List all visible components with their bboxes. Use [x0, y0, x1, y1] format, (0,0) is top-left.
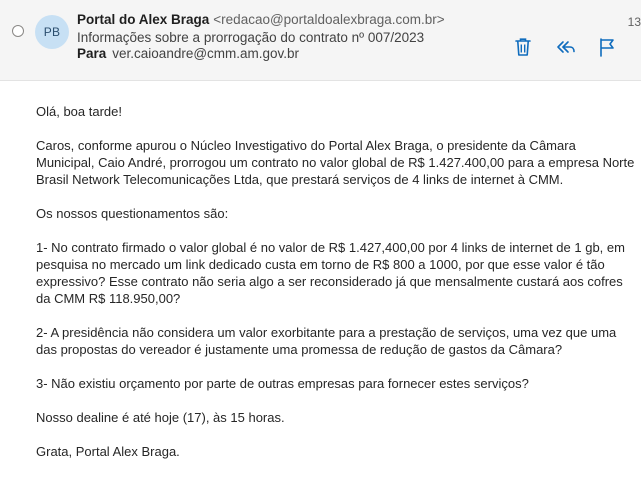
subject: Informações sobre a prorrogação do contrato nº 007/2023 [77, 30, 425, 45]
message-body [36, 103, 636, 477]
paragraph-intro: Caros, conforme apurou o Núcleo Investigativo do Portal Alex Braga, o presidente da Câmara Municipal, Caio André, prorrogou um contrato no valor global de R$ 1.427.400,00 para a empresa Norte Brasil Network Telecomunicações Ltda, que prestará serviços de 4 links de internet à CMM. [36, 138, 635, 187]
sender-line [77, 12, 445, 27]
greeting: Olá, boa tarde! [36, 104, 122, 119]
question-2: 2- A presidência não considera um valor exorbitante para a prestação de serviços, uma vez que uma das propostas do vereador é justamente uma promessa de redução de gastos da Câmara? [36, 325, 617, 357]
message-actions [513, 36, 623, 58]
reply-icon [555, 36, 577, 58]
received-time: 13 [627, 15, 641, 29]
sender-name[interactable]: Portal do Alex Braga [77, 12, 210, 27]
flag-icon [597, 36, 617, 58]
question-3: 3- Não existiu orçamento por parte de outras empresas para fornecer estes serviços? [36, 376, 529, 391]
reply-all-button[interactable] [555, 36, 575, 58]
sender-email[interactable]: <redacao@portaldoalexbraga.com.br> [213, 12, 445, 27]
select-radio[interactable] [12, 25, 24, 37]
signature: Grata, Portal Alex Braga. [36, 444, 180, 459]
trash-icon [513, 36, 533, 58]
delete-button[interactable] [513, 36, 533, 58]
paragraph-questions-heading: Os nossos questionamentos são: [36, 206, 229, 221]
recipient-line [77, 46, 299, 61]
recipient-email[interactable]: ver.caioandre@cmm.am.gov.br [112, 46, 300, 61]
deadline: Nosso dealine é até hoje (17), às 15 horas. [36, 410, 285, 425]
to-label: Para [77, 46, 107, 61]
message-header [0, 0, 641, 81]
question-1: 1- No contrato firmado o valor global é no valor de R$ 1.427,400,00 por 4 links de internet de 1 gb, em pesquisa no mercado um link dedicado custa em torno de R$ 800 a 1000, por que esse valor é tão expressivo? Esse contrato não seria algo a ser reconsiderado já que mensalmente custará aos cofres da CMM R$ 118.950,00? [36, 240, 625, 306]
flag-button[interactable] [597, 36, 617, 58]
avatar[interactable]: PB [35, 15, 69, 49]
